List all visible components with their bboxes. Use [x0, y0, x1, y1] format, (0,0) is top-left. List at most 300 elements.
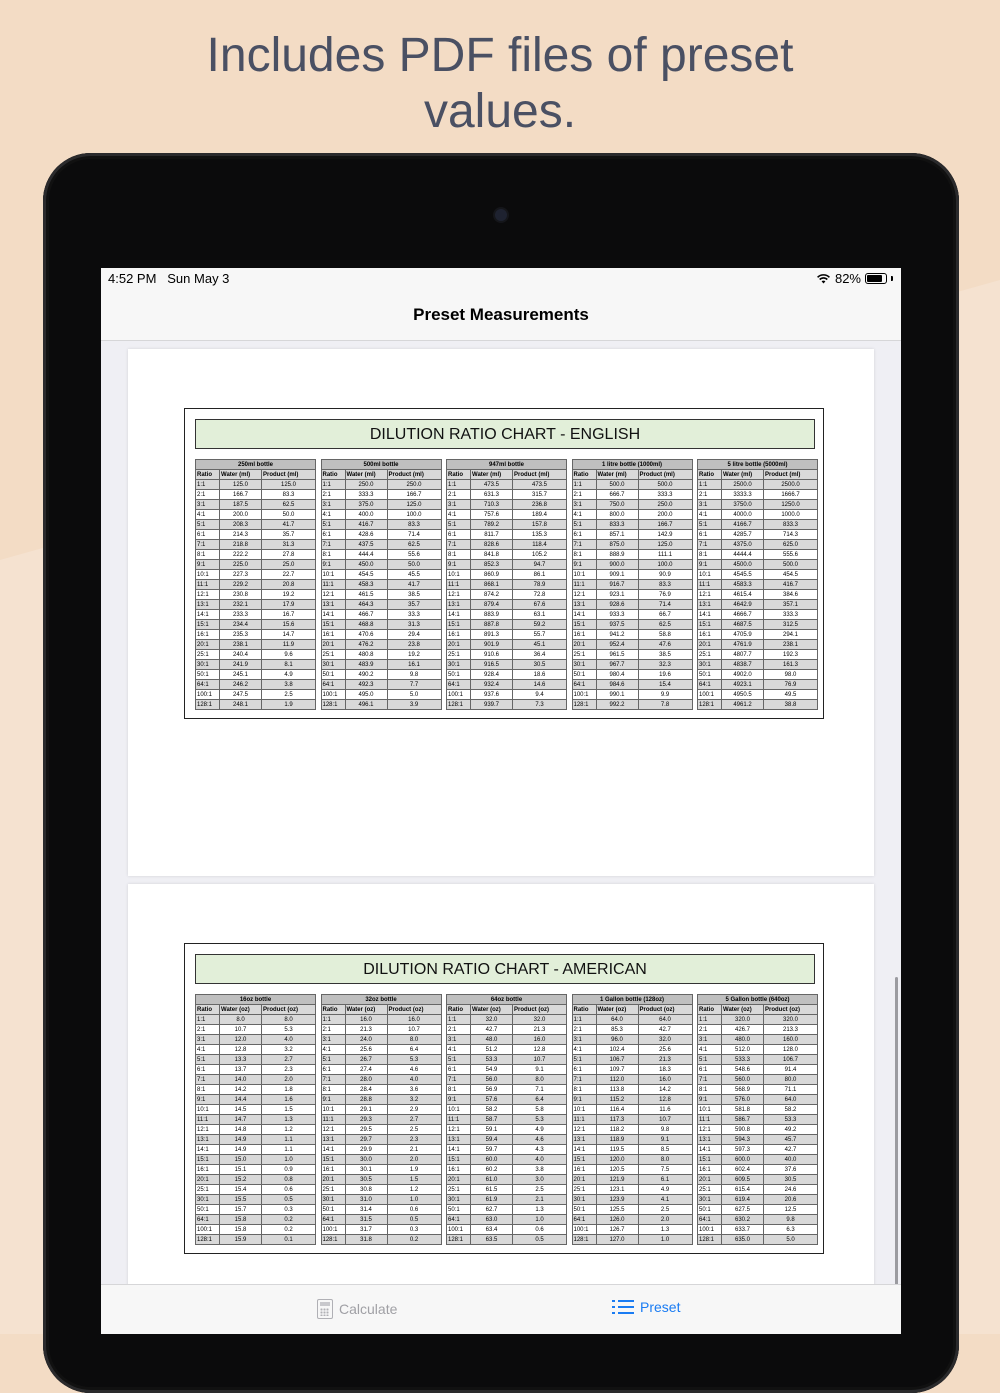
ratio-cell: 11:1 [196, 1115, 220, 1125]
water-cell: 875.0 [596, 540, 638, 550]
product-cell: 15.6 [262, 620, 316, 630]
water-cell: 492.3 [345, 680, 387, 690]
product-cell: 90.9 [638, 570, 692, 580]
table-row [698, 700, 818, 710]
table-caption: 5 litre bottle (5000ml) [698, 460, 818, 470]
product-cell: 312.5 [764, 620, 818, 630]
table-row [321, 580, 441, 590]
product-cell: 76.9 [638, 590, 692, 600]
water-cell: 31.5 [345, 1215, 387, 1225]
product-cell: 5.0 [387, 690, 441, 700]
product-cell: 1.2 [262, 1125, 316, 1135]
table-row [447, 1105, 567, 1115]
water-cell: 4838.7 [722, 660, 764, 670]
product-cell: 10.7 [387, 1025, 441, 1035]
product-cell: 5.3 [387, 1055, 441, 1065]
product-cell: 157.8 [513, 520, 567, 530]
product-cell: 21.3 [638, 1055, 692, 1065]
product-cell: 29.4 [387, 630, 441, 640]
product-cell: 2.0 [387, 1155, 441, 1165]
table-row [196, 530, 316, 540]
product-cell: 33.3 [387, 610, 441, 620]
water-cell: 939.7 [471, 700, 513, 710]
table-row [698, 610, 818, 620]
product-cell: 9.9 [638, 690, 692, 700]
water-cell: 454.5 [345, 570, 387, 580]
water-cell: 586.7 [722, 1115, 764, 1125]
ratio-cell: 1:1 [698, 1015, 722, 1025]
product-cell: 45.5 [387, 570, 441, 580]
water-cell: 426.7 [722, 1025, 764, 1035]
water-cell: 14.4 [220, 1095, 262, 1105]
product-cell: 0.6 [262, 1185, 316, 1195]
ratio-cell: 7:1 [698, 540, 722, 550]
water-cell: 235.3 [220, 630, 262, 640]
water-cell: 4375.0 [722, 540, 764, 550]
water-cell: 29.7 [345, 1135, 387, 1145]
water-cell: 901.9 [471, 640, 513, 650]
table-row [196, 1085, 316, 1095]
water-cell: 4500.0 [722, 560, 764, 570]
table-row [572, 1025, 692, 1035]
scrollbar[interactable] [895, 977, 898, 1284]
table-row [196, 1115, 316, 1125]
ratio-cell: 30:1 [196, 1195, 220, 1205]
water-cell: 833.3 [596, 520, 638, 530]
water-cell: 941.2 [596, 630, 638, 640]
ratio-cell: 20:1 [572, 640, 596, 650]
table-row [698, 1025, 818, 1035]
water-cell: 14.8 [220, 1125, 262, 1135]
table-row [321, 540, 441, 550]
water-cell: 400.0 [345, 510, 387, 520]
ratio-cell: 13:1 [447, 600, 471, 610]
water-cell: 31.0 [345, 1195, 387, 1205]
water-cell: 8.0 [220, 1015, 262, 1025]
product-cell: 555.6 [764, 550, 818, 560]
ratio-cell: 128:1 [196, 700, 220, 710]
ratio-cell: 9:1 [572, 1095, 596, 1105]
table-row [196, 590, 316, 600]
dilution-table [572, 459, 693, 710]
ratio-cell: 50:1 [698, 670, 722, 680]
ratio-cell: 2:1 [321, 1025, 345, 1035]
column-header: Water (oz) [220, 1005, 262, 1015]
product-cell: 64.0 [638, 1015, 692, 1025]
table-row [572, 670, 692, 680]
ratio-cell: 2:1 [447, 490, 471, 500]
ratio-cell: 20:1 [196, 640, 220, 650]
tab-calculate-label: Calculate [339, 1301, 398, 1317]
product-cell: 83.3 [638, 580, 692, 590]
ratio-cell: 14:1 [196, 1145, 220, 1155]
water-cell: 13.7 [220, 1065, 262, 1075]
table-row [196, 1165, 316, 1175]
table-row [196, 690, 316, 700]
water-cell: 63.0 [471, 1215, 513, 1225]
dilution-table [321, 994, 442, 1245]
table-row [447, 1215, 567, 1225]
product-cell: 62.5 [262, 500, 316, 510]
column-header: Product (ml) [262, 470, 316, 480]
water-cell: 63.4 [471, 1225, 513, 1235]
ratio-cell: 25:1 [572, 1185, 596, 1195]
table-row [321, 1225, 441, 1235]
table-row [196, 1215, 316, 1225]
ratio-cell: 1:1 [698, 480, 722, 490]
ratio-cell: 7:1 [572, 1075, 596, 1085]
table-row [572, 1185, 692, 1195]
table-row [196, 1195, 316, 1205]
table-row [447, 600, 567, 610]
water-cell: 29.1 [345, 1105, 387, 1115]
table-row [698, 510, 818, 520]
product-cell: 32.3 [638, 660, 692, 670]
product-cell: 71.1 [764, 1085, 818, 1095]
product-cell: 500.0 [764, 560, 818, 570]
water-cell: 757.6 [471, 510, 513, 520]
product-cell: 1.0 [387, 1195, 441, 1205]
product-cell: 1.0 [513, 1215, 567, 1225]
water-cell: 461.5 [345, 590, 387, 600]
water-cell: 4950.5 [722, 690, 764, 700]
water-cell: 910.6 [471, 650, 513, 660]
table-row [196, 640, 316, 650]
ratio-cell: 7:1 [447, 540, 471, 550]
ratio-cell: 12:1 [196, 1125, 220, 1135]
ratio-cell: 5:1 [321, 520, 345, 530]
product-cell: 20.8 [262, 580, 316, 590]
table-row [321, 1025, 441, 1035]
ratio-cell: 1:1 [572, 1015, 596, 1025]
water-cell: 15.7 [220, 1205, 262, 1215]
product-cell: 384.6 [764, 590, 818, 600]
water-cell: 222.2 [220, 550, 262, 560]
ratio-cell: 128:1 [321, 700, 345, 710]
table-row [447, 1235, 567, 1245]
ratio-cell: 5:1 [447, 1055, 471, 1065]
product-cell: 333.3 [764, 610, 818, 620]
water-cell: 828.6 [471, 540, 513, 550]
product-cell: 12.5 [764, 1205, 818, 1215]
ratio-cell: 10:1 [572, 570, 596, 580]
ratio-cell: 8:1 [572, 550, 596, 560]
product-cell: 31.3 [262, 540, 316, 550]
water-cell: 62.7 [471, 1205, 513, 1215]
table-row [196, 670, 316, 680]
product-cell: 0.2 [262, 1215, 316, 1225]
chart-tables-american [195, 994, 817, 1246]
tab-calculate[interactable] [317, 1299, 397, 1319]
column-header: Ratio [447, 1005, 471, 1015]
table-row [447, 630, 567, 640]
water-cell: 458.3 [345, 580, 387, 590]
product-cell: 41.7 [262, 520, 316, 530]
ratio-cell: 7:1 [447, 1075, 471, 1085]
table-row [321, 530, 441, 540]
ratio-cell: 50:1 [321, 670, 345, 680]
table-row [196, 1225, 316, 1235]
product-cell: 142.9 [638, 530, 692, 540]
table-row [572, 1085, 692, 1095]
table-row [447, 590, 567, 600]
table-row [321, 1115, 441, 1125]
table-row [572, 1205, 692, 1215]
ratio-cell: 16:1 [196, 630, 220, 640]
dilution-chart-english [184, 408, 824, 719]
ratio-cell: 14:1 [447, 1145, 471, 1155]
water-cell: 126.7 [596, 1225, 638, 1235]
ratio-cell: 14:1 [698, 1145, 722, 1155]
water-cell: 58.7 [471, 1115, 513, 1125]
table-caption: 32oz bottle [321, 995, 441, 1005]
product-cell: 8.5 [638, 1145, 692, 1155]
water-cell: 841.8 [471, 550, 513, 560]
water-cell: 568.9 [722, 1085, 764, 1095]
table-row [321, 640, 441, 650]
water-cell: 3333.3 [722, 490, 764, 500]
water-cell: 61.0 [471, 1175, 513, 1185]
table-row [196, 1125, 316, 1135]
water-cell: 928.6 [596, 600, 638, 610]
table-row [698, 1075, 818, 1085]
ratio-cell: 64:1 [447, 680, 471, 690]
product-cell: 6.4 [387, 1045, 441, 1055]
column-header: Ratio [447, 470, 471, 480]
product-cell: 125.0 [638, 540, 692, 550]
product-cell: 9.8 [638, 1125, 692, 1135]
table-row [447, 1185, 567, 1195]
ratio-cell: 15:1 [196, 1155, 220, 1165]
water-cell: 483.9 [345, 660, 387, 670]
table-row [447, 560, 567, 570]
water-cell: 375.0 [345, 500, 387, 510]
table-row [572, 590, 692, 600]
table-row [321, 1045, 441, 1055]
table-row [572, 680, 692, 690]
ratio-cell: 16:1 [698, 1165, 722, 1175]
water-cell: 232.1 [220, 600, 262, 610]
table-row [321, 1095, 441, 1105]
ratio-cell: 6:1 [698, 1065, 722, 1075]
table-row [572, 660, 692, 670]
product-cell: 128.0 [764, 1045, 818, 1055]
product-cell: 2.0 [638, 1215, 692, 1225]
ratio-cell: 8:1 [321, 1085, 345, 1095]
water-cell: 31.4 [345, 1205, 387, 1215]
water-cell: 630.2 [722, 1215, 764, 1225]
product-cell: 63.1 [513, 610, 567, 620]
product-cell: 23.8 [387, 640, 441, 650]
product-cell: 5.3 [513, 1115, 567, 1125]
ratio-cell: 10:1 [698, 570, 722, 580]
column-header: Product (ml) [764, 470, 818, 480]
table-row [698, 680, 818, 690]
ratio-cell: 13:1 [572, 600, 596, 610]
ratio-cell: 4:1 [572, 1045, 596, 1055]
column-header: Ratio [698, 1005, 722, 1015]
table-row [447, 570, 567, 580]
ratio-cell: 15:1 [196, 620, 220, 630]
column-header: Ratio [196, 1005, 220, 1015]
ratio-cell: 9:1 [698, 560, 722, 570]
water-cell: 187.5 [220, 500, 262, 510]
ratio-cell: 15:1 [321, 620, 345, 630]
ratio-cell: 5:1 [572, 1055, 596, 1065]
table-row [572, 480, 692, 490]
ratio-cell: 4:1 [572, 510, 596, 520]
product-cell: 192.3 [764, 650, 818, 660]
water-cell: 225.0 [220, 560, 262, 570]
table-row [196, 480, 316, 490]
ratio-cell: 50:1 [196, 670, 220, 680]
ratio-cell: 3:1 [572, 500, 596, 510]
water-cell: 619.4 [722, 1195, 764, 1205]
product-cell: 333.3 [638, 490, 692, 500]
table-row [572, 1125, 692, 1135]
ratio-cell: 10:1 [321, 570, 345, 580]
ratio-cell: 20:1 [698, 1175, 722, 1185]
water-cell: 590.8 [722, 1125, 764, 1135]
dilution-table [195, 459, 316, 710]
dilution-table [321, 459, 442, 710]
ratio-cell: 9:1 [321, 560, 345, 570]
water-cell: 15.5 [220, 1195, 262, 1205]
ratio-cell: 1:1 [447, 1015, 471, 1025]
water-cell: 581.8 [722, 1105, 764, 1115]
table-row [321, 650, 441, 660]
ratio-cell: 25:1 [447, 1185, 471, 1195]
ratio-cell: 7:1 [572, 540, 596, 550]
product-cell: 1.3 [513, 1205, 567, 1215]
ratio-cell: 4:1 [196, 1045, 220, 1055]
product-cell: 55.6 [387, 550, 441, 560]
ratio-cell: 8:1 [321, 550, 345, 560]
water-cell: 29.3 [345, 1115, 387, 1125]
ratio-cell: 128:1 [321, 1235, 345, 1245]
water-cell: 57.6 [471, 1095, 513, 1105]
product-cell: 6.3 [764, 1225, 818, 1235]
table-row [572, 1115, 692, 1125]
table-row [698, 1175, 818, 1185]
table-row [572, 560, 692, 570]
ratio-cell: 2:1 [698, 490, 722, 500]
ratio-cell: 128:1 [447, 700, 471, 710]
ratio-cell: 5:1 [196, 520, 220, 530]
water-cell: 59.4 [471, 1135, 513, 1145]
ratio-cell: 64:1 [321, 1215, 345, 1225]
product-cell: 3.9 [387, 700, 441, 710]
ratio-cell: 11:1 [447, 580, 471, 590]
product-cell: 3.8 [262, 680, 316, 690]
water-cell: 59.7 [471, 1145, 513, 1155]
tab-preset[interactable] [612, 1299, 680, 1315]
ratio-cell: 13:1 [698, 600, 722, 610]
product-cell: 294.1 [764, 630, 818, 640]
water-cell: 115.2 [596, 1095, 638, 1105]
product-cell: 0.2 [262, 1225, 316, 1235]
table-row [572, 510, 692, 520]
page-title: Preset Measurements [413, 305, 589, 324]
product-cell: 19.2 [387, 650, 441, 660]
ratio-cell: 8:1 [196, 550, 220, 560]
ratio-cell: 11:1 [447, 1115, 471, 1125]
water-cell: 576.0 [722, 1095, 764, 1105]
product-cell: 62.5 [638, 620, 692, 630]
table-row [572, 550, 692, 560]
ratio-cell: 50:1 [447, 670, 471, 680]
battery-cap [891, 276, 893, 281]
product-cell: 38.5 [387, 590, 441, 600]
ratio-cell: 3:1 [321, 500, 345, 510]
water-cell: 961.5 [596, 650, 638, 660]
water-cell: 53.3 [471, 1055, 513, 1065]
product-cell: 38.5 [638, 650, 692, 660]
table-caption: 5 Gallon bottle (640oz) [698, 995, 818, 1005]
ratio-cell: 6:1 [572, 530, 596, 540]
table-row [698, 590, 818, 600]
water-cell: 888.9 [596, 550, 638, 560]
water-cell: 15.9 [220, 1235, 262, 1245]
ratio-cell: 13:1 [447, 1135, 471, 1145]
product-cell: 0.9 [262, 1165, 316, 1175]
water-cell: 789.2 [471, 520, 513, 530]
ratio-cell: 5:1 [447, 520, 471, 530]
product-cell: 49.2 [764, 1125, 818, 1135]
table-row [572, 1235, 692, 1245]
water-cell: 234.4 [220, 620, 262, 630]
table-row [698, 580, 818, 590]
water-cell: 868.1 [471, 580, 513, 590]
ratio-cell: 2:1 [196, 1025, 220, 1035]
table-row [321, 1105, 441, 1115]
product-cell: 42.7 [764, 1145, 818, 1155]
ratio-cell: 4:1 [321, 1045, 345, 1055]
ratio-cell: 16:1 [196, 1165, 220, 1175]
water-cell: 30.5 [345, 1175, 387, 1185]
ratio-cell: 25:1 [196, 1185, 220, 1195]
ratio-cell: 3:1 [698, 1035, 722, 1045]
water-cell: 60.2 [471, 1165, 513, 1175]
water-cell: 937.6 [471, 690, 513, 700]
table-row [196, 1015, 316, 1025]
product-cell: 3.8 [513, 1165, 567, 1175]
water-cell: 25.6 [345, 1045, 387, 1055]
ratio-cell: 6:1 [321, 1065, 345, 1075]
column-header: Water (ml) [220, 470, 262, 480]
product-cell: 67.6 [513, 600, 567, 610]
water-cell: 909.1 [596, 570, 638, 580]
product-cell: 1.9 [262, 700, 316, 710]
water-cell: 15.8 [220, 1225, 262, 1235]
ratio-cell: 11:1 [196, 580, 220, 590]
water-cell: 916.7 [596, 580, 638, 590]
ratio-cell: 100:1 [447, 1225, 471, 1235]
table-row [698, 530, 818, 540]
pdf-page-1 [128, 349, 874, 876]
table-row [572, 1135, 692, 1145]
table-row [321, 590, 441, 600]
table-row [196, 700, 316, 710]
ratio-cell: 64:1 [321, 680, 345, 690]
ratio-cell: 25:1 [196, 650, 220, 660]
table-row [447, 650, 567, 660]
product-cell: 8.1 [262, 660, 316, 670]
water-cell: 495.0 [345, 690, 387, 700]
table-row [196, 1205, 316, 1215]
pdf-scroll-view[interactable] [101, 341, 901, 1284]
table-row [572, 640, 692, 650]
